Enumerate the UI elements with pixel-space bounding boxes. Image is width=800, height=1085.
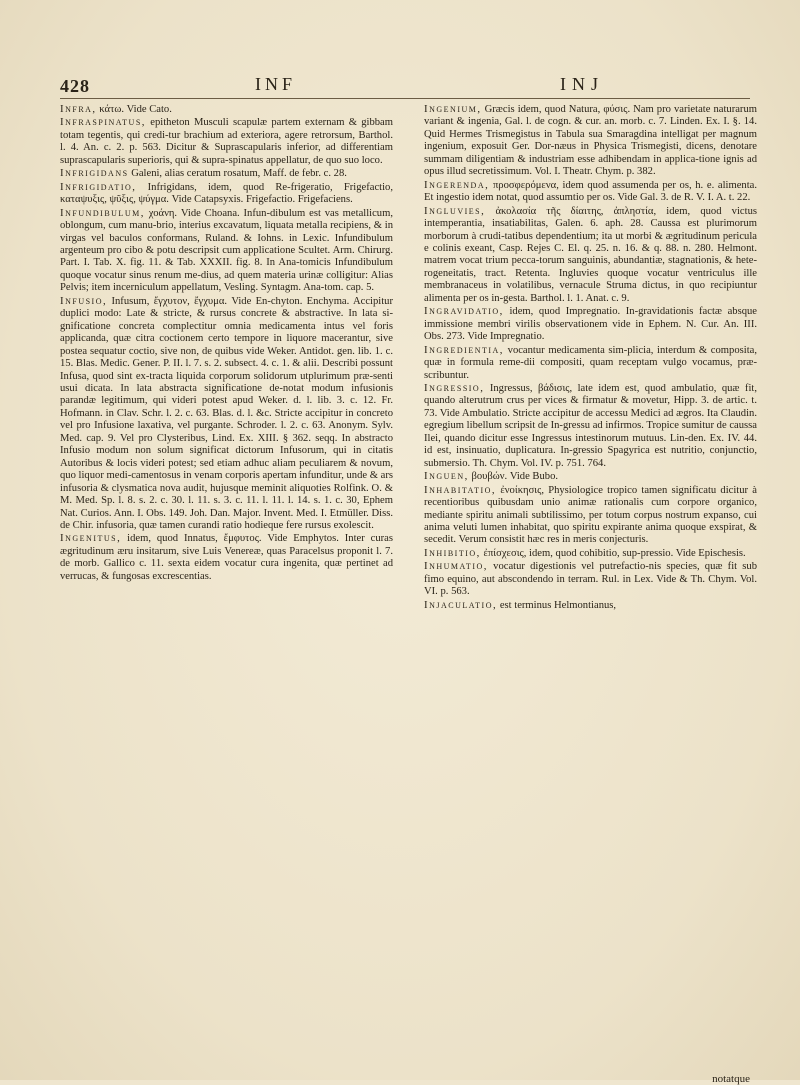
entry-text: Galeni, alias ceratum rosatum, Maff. de febr. c. 28. [128,168,347,180]
dictionary-entry [424,484,757,547]
running-head [60,72,750,98]
entry-headword: Ingenitus, [60,532,122,545]
entry-text: βουβών. Vide Bubo. [468,471,559,483]
left-column-head-word: INF [255,74,297,94]
dictionary-entry [424,560,757,598]
entry-headword: Ingenium, [424,103,482,115]
entry-text: Infrigidans, idem, quod Re-frigeratio, Frigefactio, καταψυξις, ψῦξις, ψύγμα. Vide Catapsyxis. Frigefactio. Frigefaciens. [60,181,393,206]
entry-text: προσφερόμενα, idem quod assumenda per os, h. e. alimenta. Et ingestio idem notat, quod assumtio per os. Vide Gal. 3. de R. V. I. A. t. 22. [424,179,757,204]
right-column [424,103,757,612]
entry-text: epitheton Musculi scapulæ partem externam & gibbam totam tegentis, qui credi-tur brachium ad exteriora, agere retrorsum, Barthol. l. 4. An. c. 2. p. 563. Dicitur & Suprascapularis inferior, ad differentiam suprascapularis superioris, qui & supra-spinatus appellatur, de quo suo loco. [60,117,393,166]
left-column [60,103,393,583]
entry-headword: Ingressio, [424,381,485,394]
entry-headword: Ingredientia, [424,343,505,356]
entry-text: κάτω. Vide Cato. [96,104,172,115]
dictionary-entry [60,532,393,583]
entry-headword: Injaculatio, [424,598,498,611]
entry-text: ἐπίσχεσις, idem, quod cohibitio, sup-pressio. Vide Epischesis. [480,547,746,559]
entry-text: Græcis idem, quod Natura, φύσις. Nam pro varietate naturarum variant & ingenia, Gal. l. de cogn. & cur. an. morb. c. 7. Linden. Ex. I. §. 14. Quid Hermes Trismegistus in Tabula sua Smaragdina intelligat per magnum ingenium, exposuit Ger. Dor-næus in Physica Trismegisti, dicens, denotare summam diligentiam & industriam esse adhibendam in applica-tione ignis ad opus illud secretissimum. Vol. I. Theatr. Chym. p. 382. [424,104,757,178]
dictionary-entry [60,207,393,295]
entry-text: idem, quod Innatus, ἔμφυτος. Vide Emphytos. Inter curas ægritudinum æru insitarum, sive Luis Venereæ, quas Paracelsus proponit l. 7. de morb. Gallico c. 11. sexta eidem vocatur cura ingenita, quæ pertinet ad verrucas, & fungosas excrescentias. [60,533,393,582]
catchword: notatque [712,1073,750,1085]
entry-text: Ingressus, βάδισις, late idem est, quod ambulatio, quæ fit, quando alterutrum crus per vices & firmatur & movetur, Hipp. 3. de artic. t. 73. Vide Ambulatio. Stricte accipitur de accessu Medici ad ægros. Ita Claudin. egregium libellum scripsit de In-gressu ad infirmos. Tropice sumitur de caussa Ilei, quando dicitur esse Ingressus intestinorum mutuus. Lin-den. Ex. IV. 44. id est, insinuatio, duplicatura. In-gressio Spagyrica est nutritio, conjunctio, submersio. Th. Chym. Vol. IV. p. 751. 764. [424,382,757,469]
entry-headword: Infraspinatus, [60,116,146,129]
entry-text: vocantur medicamenta sim-plicia, interdum & composita, quæ in formula reme-dii compositi, quam receptam vulgo vocamus, præ-scribuntur. [424,344,757,381]
entry-headword: Inhabitatio, [424,483,497,496]
dictionary-entry [424,205,757,306]
dictionary-entry [424,344,757,382]
dictionary-entry [424,599,757,612]
dictionary-entry [424,470,757,483]
page-number: 428 [60,76,90,96]
entry-text: vocatur digestionis vel putrefactio-nis species, quæ fit sub fimo equino, aut abscondendo in terram. Rul. in Lex. Vide & Th. Chym. Vol. VI. p. 563. [424,561,757,598]
right-column-head-word: INJ [560,74,604,94]
entry-text: Infusum, ἔγχυτον, ἔγχυμα. Vide En-chyton. Enchyma. Accipitur duplici modo: Late & stricte, & rursus concrete & abstractive. In lata si-gnificatione concreta complectitur omnia medicamenta intus vel foris applicanda, quæ citra coctionem certo tempore in liquore macerantur, sive postea sequatur coctio, sive non, de quibus vide Weker. Antidot. gen. lib. 1. c. 15. Blas. Medic. Gener. P. II. l. 7. s. 2. subsect. 4. c. 1. & alii. Describi possunt Infusa, quod sint ex-tracta liquida corporum solidorum utplurimum præ-senti usui dicata. In lata abstracta significatione de-notat modum infusionis parandæ legitimum, qui videri potest apud Weker. d. l. lib. 3. c. 12. Fr. Hofmann. in Clav. Schr. l. 2. c. 63. Blas. d. l. &c. Stricte accipitur in concreto vel pro Infusione laxativa, vel purgante. Schroder. l. 2. c. 63. Anonym. Sylv. Med. cap. 9. Vel pro Clysteribus, Lind. Ex. XIII. § 362. seqq. In abstracto Infusio modum non solum significat dictorum Infusorum, qui in citatis Autoribus & locis videri potest; sed etiam adhuc aliam peculiarem & novum, quo liquor medi-camentosus in venam corporis apertam infunditur, unde & ars infusoria & clysmatica nova audit, hujusque meminit aliquoties Rolfink. O. & M. Med. Sp. l. 8. s. 2. c. 30. l. 11. s. 3. c. 11. l. 11. l. 14. s. 1. c. 30, Ephem Nat. Curios. Ann. I. Obs. 149. Joh. Dan. Major. Invent. Med. I. Etmüller. Diss. de Chir. infusoria, quæ tamen curandi ratio hodieque fere rursus exolescit. [60,295,393,531]
dictionary-entry [60,295,393,533]
dictionary-entry [60,181,393,207]
dictionary-entry [60,116,393,167]
dictionary-entry [424,305,757,343]
entry-headword: Infra, [60,103,97,115]
header-rule [60,98,750,99]
dictionary-entry [424,103,757,179]
entry-headword: Inguen, [424,470,469,483]
entry-headword: Infusio, [60,294,108,307]
entry-text: est terminus Helmontianus, [497,599,617,611]
entry-text: ἐνοίκησις, Physiologice tropico tamen significatu dicitur à recentioribus quibusdam unio animæ rationalis cum corpore organico, mediante spiritu animali subtilissimo, per totum corpus nostrum expanso, cui anima veluti lumen inhabitat, quo spiritu expirante anima quoque exspirat, & secedit. Verum consistit hæc res in meris conjecturis. [424,484,757,546]
dictionary-entry [60,103,393,116]
entry-text: idem, quod Impregnatio. In-gravidationis factæ absque immissione membri virilis observationem vide in Ephem. N. Cur. An. III. Obs. 273. Vide Impregnatio. [424,306,757,343]
entry-headword: Ingluvies, [424,204,486,217]
entry-headword: Infundibulum, [60,206,145,219]
entry-text: χοάνη. Vide Choana. Infun-dibulum est vas metallicum, oblongum, cum manu-brio, interius excavatum, liquata metalla recipiens, & in virgas vel baculos conformans, Ruland. & Iohns. in Lexic. Infundibulum argenteum pro cibo & potu descripsit cum applicatione Scultet. Arm. Chirurg. Part. I. Tab. X. fig. 11. & Tab. XXXII. fig. 8. In Ana-tomicis Infundibulum quoque vocatur sinus renum me-dius, ad quem materia urinæ colligitur: Alias Pelvis; item incerniculum appellatum, Vesling. Syntagm. Ana-tom. cap. 5. [60,207,393,294]
entry-headword: Ingravidatio, [424,305,504,318]
dictionary-entry [424,382,757,470]
entry-headword: Ingerenda, [424,178,490,191]
dictionary-entry [60,167,393,180]
entry-text: ἀκολασία τῆς δίαιτης, ἀπληστία, idem, quod victus intemperantia, insatiabilitas, Galen. 6. aph. 28. Caussa est plurimorum morborum à crudi-tatibus dependentium; ita ut morbi & ægritudinum pericula e colinis exeant, Casp. Rejes C. El. q. 25. n. 16. & q. 88. n. 280. Helmont. matrem vocat trium pecca-torum sanguinis, abundantiæ, stagnationis, & hete-rogeneitatis, tract. Retenta. Ingluvies quoque vocatur ventriculus ille membranaceus in volatilibus, vernacule Struma dictus, in quo recipiuntur alimenta per os in-gesta. Barthol. l. 1. Anat. c. 9. [424,205,757,304]
dictionary-entry [424,547,757,560]
entry-headword: Infrigidatio, [60,180,137,193]
entry-headword: Inhibitio, [424,546,481,559]
entry-headword: Inhumatio, [424,560,488,573]
dictionary-entry [424,179,757,205]
entry-headword: Infrigidans [60,167,129,180]
